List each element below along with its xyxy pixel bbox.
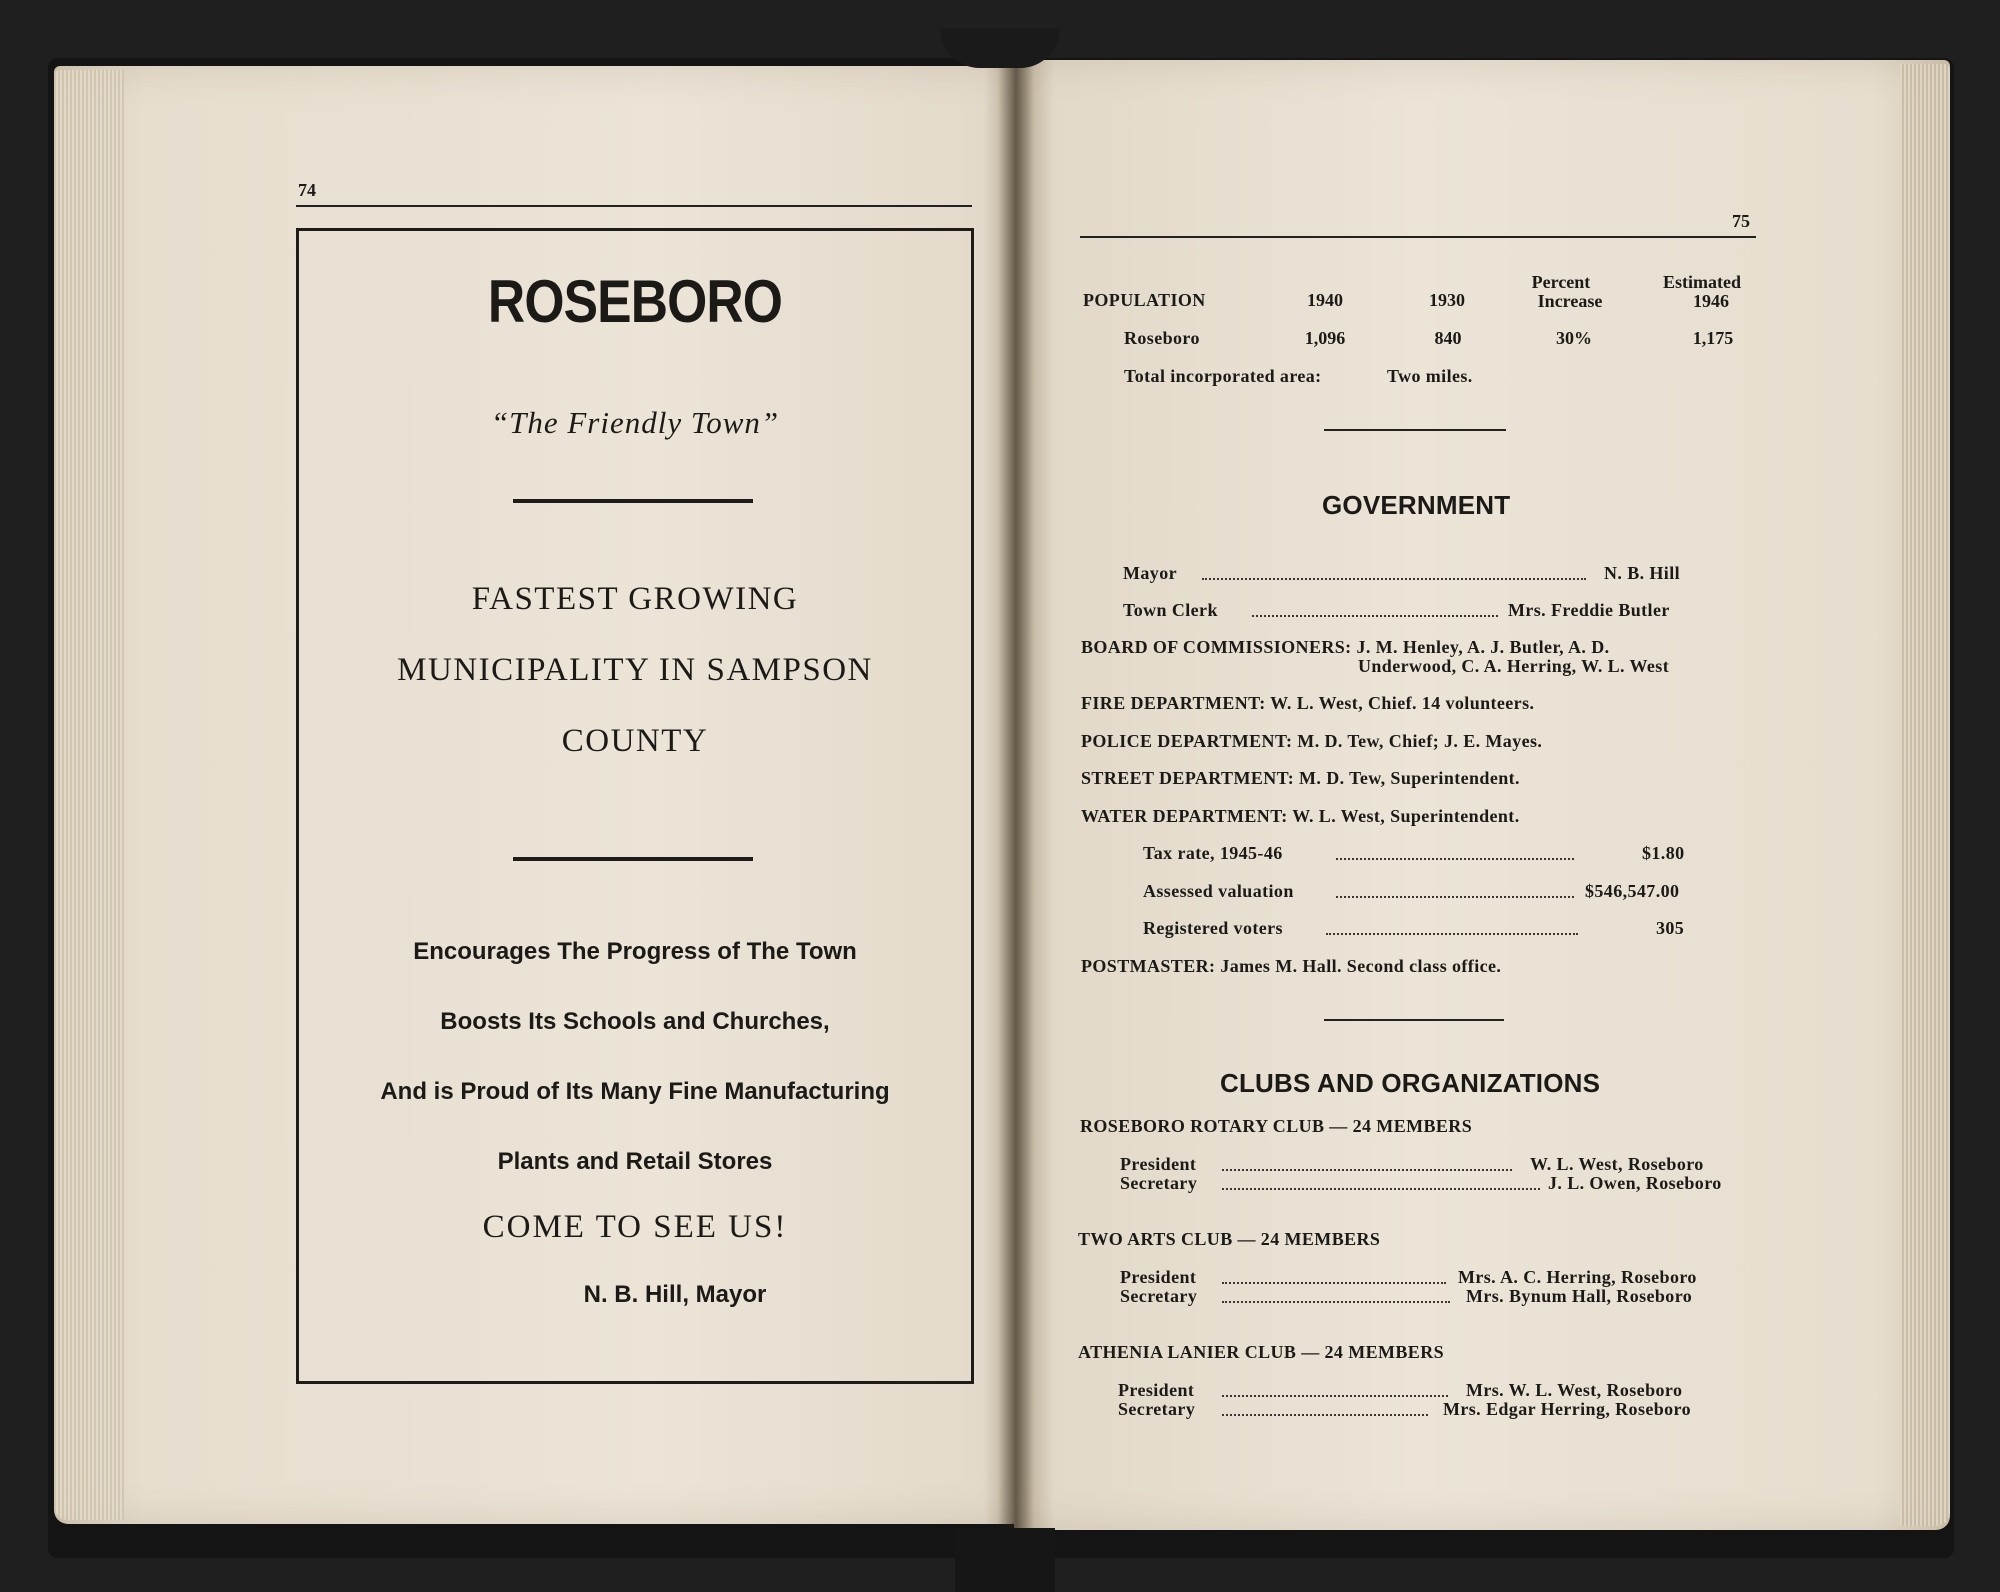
assessed-valuation-value: $546,547.00: [1585, 881, 1680, 901]
population-header-1946: 1946: [1693, 291, 1729, 311]
ad-line-4: Plants and Retail Stores: [497, 1148, 773, 1175]
club-2-secretary-label: Secretary: [1120, 1286, 1198, 1306]
ad-headline-line-3: COUNTY: [561, 723, 709, 759]
advertisement-box: [296, 228, 974, 1384]
assessed-valuation-label: Assessed valuation: [1143, 881, 1294, 901]
mayor-leader-dots: [1202, 578, 1586, 580]
spine-bottom: [955, 1528, 1055, 1592]
club-1-name: ROSEBORO ROTARY CLUB — 24 MEMBERS: [1080, 1116, 1473, 1136]
mayor-label: Mayor: [1123, 563, 1177, 583]
book-gutter: [998, 30, 1034, 1570]
right-page: [1014, 60, 1950, 1530]
town-clerk-leader-dots: [1252, 615, 1498, 617]
ad-line-3: And is Proud of Its Many Fine Manufacturing: [380, 1078, 890, 1105]
registered-voters-leader-dots: [1326, 933, 1578, 935]
postmaster: POSTMASTER: James M. Hall. Second class office.: [1081, 956, 1502, 976]
population-header-1930: 1930: [1429, 290, 1465, 310]
registered-voters-label: Registered voters: [1143, 918, 1283, 938]
club-3-secretary: Mrs. Edgar Herring, Roseboro: [1443, 1399, 1692, 1419]
assessed-valuation-leader-dots: [1336, 896, 1574, 898]
board-of-commissioners-line-1: BOARD OF COMMISSIONERS: J. M. Henley, A. J. Butler, A. D.: [1081, 637, 1610, 657]
town-clerk-label: Town Clerk: [1123, 600, 1218, 620]
left-page-number: 74: [298, 180, 316, 200]
board-of-commissioners-line-2: Underwood, C. A. Herring, W. L. West: [1358, 656, 1670, 676]
town-clerk-value: Mrs. Freddie Butler: [1508, 600, 1670, 620]
right-page-edges: [1900, 64, 1950, 1526]
section-divider-2: [1324, 1019, 1504, 1021]
street-department: STREET DEPARTMENT: M. D. Tew, Superintendent.: [1081, 768, 1520, 788]
ad-divider-bottom: [513, 857, 753, 861]
club-2-president-dots: [1222, 1282, 1446, 1284]
population-header-percent: Percent: [1531, 272, 1591, 292]
registered-voters-value: 305: [1656, 918, 1685, 938]
population-label: POPULATION: [1083, 290, 1206, 310]
police-department: POLICE DEPARTMENT: M. D. Tew, Chief; J. E. Mayes.: [1081, 731, 1543, 751]
tax-rate-label: Tax rate, 1945-46: [1143, 843, 1283, 863]
ad-signature: N. B. Hill, Mayor: [583, 1281, 767, 1308]
left-header-rule: [296, 205, 972, 207]
ad-call-to-action: COME TO SEE US!: [482, 1209, 788, 1245]
section-divider-1: [1324, 429, 1506, 431]
population-value-1940: 1,096: [1304, 328, 1346, 348]
club-2-president: Mrs. A. C. Herring, Roseboro: [1458, 1267, 1697, 1287]
government-heading: GOVERNMENT: [1322, 490, 1511, 520]
club-2-secretary-dots: [1222, 1301, 1450, 1303]
club-2-name: TWO ARTS CLUB — 24 MEMBERS: [1078, 1229, 1381, 1249]
ad-title: ROSEBORO: [487, 268, 783, 335]
population-value-1930: 840: [1434, 328, 1462, 348]
ad-line-2: Boosts Its Schools and Churches,: [440, 1008, 830, 1035]
ad-line-1: Encourages The Progress of The Town: [413, 938, 857, 965]
club-1-president: W. L. West, Roseboro: [1530, 1154, 1704, 1174]
left-page-edges: [54, 70, 124, 1520]
club-2-secretary: Mrs. Bynum Hall, Roseboro: [1466, 1286, 1693, 1306]
club-1-secretary: J. L. Owen, Roseboro: [1548, 1173, 1722, 1193]
fire-department: FIRE DEPARTMENT: W. L. West, Chief. 14 volunteers.: [1081, 693, 1535, 713]
club-1-president-dots: [1222, 1169, 1512, 1171]
ad-slogan: “The Friendly Town”: [490, 405, 780, 440]
club-1-secretary-label: Secretary: [1120, 1173, 1198, 1193]
clubs-heading: CLUBS AND ORGANIZATIONS: [1220, 1068, 1601, 1098]
club-3-president: Mrs. W. L. West, Roseboro: [1466, 1380, 1683, 1400]
right-page-number: 75: [1732, 211, 1750, 231]
tax-rate-leader-dots: [1336, 858, 1574, 860]
population-header-1940: 1940: [1307, 290, 1343, 310]
ad-headline-line-2: MUNICIPALITY IN SAMPSON: [397, 652, 873, 688]
club-3-president-dots: [1222, 1395, 1448, 1397]
tax-rate-value: $1.80: [1642, 843, 1685, 863]
club-3-president-label: President: [1118, 1380, 1195, 1400]
club-3-secretary-label: Secretary: [1118, 1399, 1196, 1419]
club-1-secretary-dots: [1222, 1188, 1540, 1190]
incorporated-area-label: Total incorporated area:: [1124, 366, 1322, 386]
population-value-percent: 30%: [1556, 328, 1592, 348]
club-3-name: ATHENIA LANIER CLUB — 24 MEMBERS: [1078, 1342, 1445, 1362]
mayor-value: N. B. Hill: [1604, 563, 1681, 583]
right-header-rule: [1080, 236, 1756, 238]
incorporated-area-value: Two miles.: [1387, 366, 1473, 386]
ad-headline-line-1: FASTEST GROWING: [471, 581, 799, 617]
club-3-secretary-dots: [1222, 1414, 1428, 1416]
club-2-president-label: President: [1120, 1267, 1197, 1287]
water-department: WATER DEPARTMENT: W. L. West, Superintendent.: [1081, 806, 1520, 826]
population-row-name: Roseboro: [1124, 328, 1200, 348]
ad-divider-top: [513, 499, 753, 503]
population-value-1946: 1,175: [1692, 328, 1734, 348]
population-header-increase: Increase: [1537, 291, 1603, 311]
club-1-president-label: President: [1120, 1154, 1197, 1174]
population-header-estimated: Estimated: [1663, 272, 1741, 292]
